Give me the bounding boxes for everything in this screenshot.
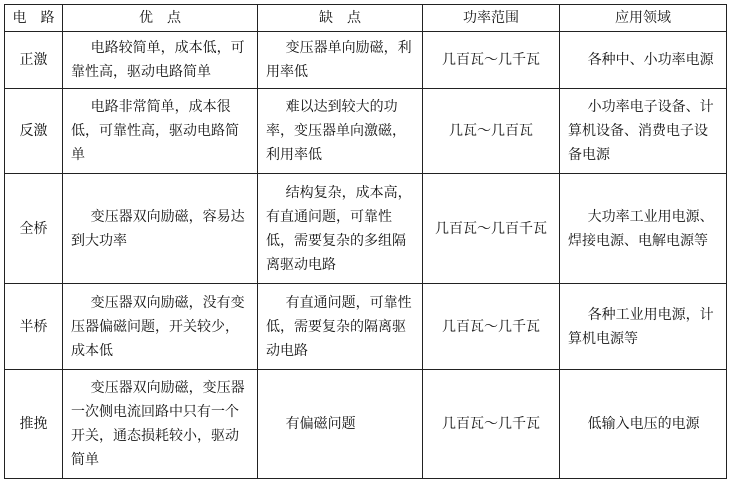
- table-row: [5, 88, 727, 174]
- header-application: 应用领域: [560, 5, 727, 32]
- application-text: 小功率电子设备、计算机设备、消费电子设备电源: [568, 98, 714, 163]
- application-text: 各种工业用电源，计算机电源等: [568, 306, 714, 347]
- application-text: 大功率工业用电源、焊接电源、电解电源等: [568, 208, 714, 249]
- disadvantages-text: 有直通问题，可靠性低，需要复杂的隔离驱动电路: [266, 294, 412, 359]
- advantages-cell: [63, 88, 258, 174]
- disadvantages-text: 难以达到较大的功率，变压器单向激磁，利用率低: [266, 98, 406, 163]
- power-range: 几百瓦～几百千瓦: [423, 174, 560, 284]
- circuit-name: 推挽: [5, 370, 63, 479]
- table-row: [5, 174, 727, 284]
- header-disadvantages: 缺 点: [258, 5, 423, 32]
- advantages-text: 变压器双向励磁，容易达到大功率: [71, 208, 245, 249]
- disadvantages-cell: [258, 370, 423, 479]
- advantages-cell: [63, 32, 258, 89]
- table-row: [5, 284, 727, 370]
- disadvantages-text: 结构复杂，成本高，有直通问题，可靠性低，需要复杂的多组隔离驱动电路: [266, 184, 412, 273]
- table-row: [5, 32, 727, 89]
- advantages-text: 变压器双向励磁，没有变压器偏磁问题，开关较少，成本低: [71, 294, 245, 359]
- application-text: 各种中、小功率电源: [587, 51, 714, 68]
- disadvantages-cell: [258, 32, 423, 89]
- advantages-cell: [63, 284, 258, 370]
- application-cell: [560, 284, 727, 370]
- advantages-text: 变压器双向励磁，变压器一次侧电流回路中只有一个开关，通态损耗较小，驱动简单: [71, 380, 245, 468]
- application-cell: [560, 32, 727, 89]
- disadvantages-cell: [258, 174, 423, 284]
- advantages-cell: [63, 370, 258, 479]
- header-circuit: 电 路: [5, 5, 63, 32]
- converter-comparison-table: [4, 4, 727, 479]
- table-row: [5, 370, 727, 479]
- circuit-name: 正激: [5, 32, 63, 89]
- circuit-name: 反激: [5, 88, 63, 174]
- circuit-name: 全桥: [5, 174, 63, 284]
- power-range: 几百瓦～几千瓦: [423, 370, 560, 479]
- power-range: 几瓦～几百瓦: [423, 88, 560, 174]
- application-text: 低输入电压的电源: [587, 416, 700, 432]
- advantages-text: 电路较简单，成本低，可靠性高，驱动电路简单: [71, 39, 245, 80]
- advantages-cell: [63, 174, 258, 284]
- disadvantages-cell: [258, 88, 423, 174]
- header-advantages: 优 点: [63, 5, 258, 32]
- circuit-name: 半桥: [5, 284, 63, 370]
- disadvantages-text: 有偏磁问题: [285, 416, 356, 432]
- header-row: [5, 5, 727, 32]
- power-range: 几百瓦～几千瓦: [423, 284, 560, 370]
- power-range: 几百瓦～几千瓦: [423, 32, 560, 89]
- disadvantages-text: 变压器单向励磁，利用率低: [266, 39, 412, 80]
- application-cell: [560, 88, 727, 174]
- disadvantages-cell: [258, 284, 423, 370]
- application-cell: [560, 174, 727, 284]
- header-power-range: 功率范围: [423, 5, 560, 32]
- application-cell: [560, 370, 727, 479]
- advantages-text: 电路非常简单，成本很低，可靠性高，驱动电路简单: [71, 98, 239, 163]
